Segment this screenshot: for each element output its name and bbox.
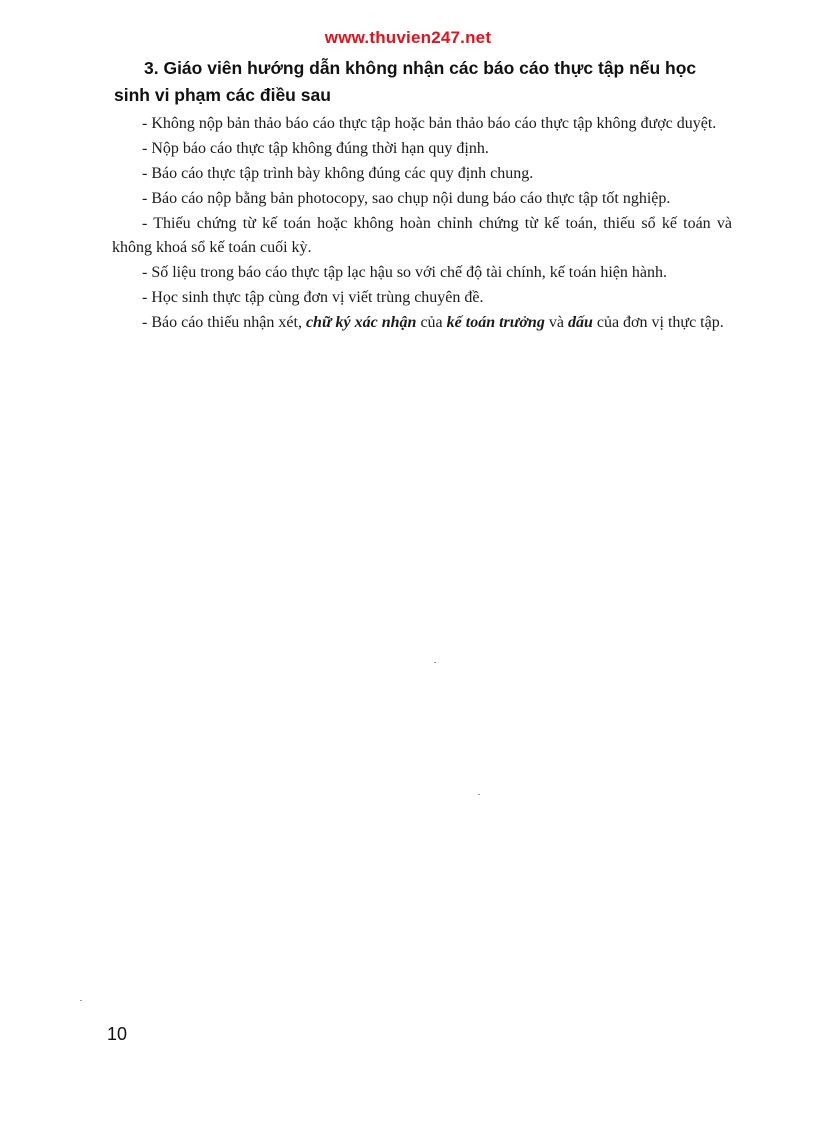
page-number: 10 <box>107 1024 128 1044</box>
emphasis-stamp: dấu <box>567 314 593 332</box>
section-body <box>112 112 732 336</box>
emphasis-signature: chữ ký xác nhận <box>305 314 417 332</box>
list-item: - Báo cáo nộp bằng bản photocopy, sao chụp nội dung báo cáo thực tập tốt nghiệp. <box>142 190 671 208</box>
last-item-text-4: của đơn vị thực tập. <box>592 314 724 332</box>
section-heading: 3. Giáo viên hướng dẫn không nhận các báo cáo thực tập nếu học sinh vi phạm các điều sau <box>114 58 697 105</box>
last-item-text-2: của <box>416 314 447 332</box>
list-item: - Số liệu trong báo cáo thực tập lạc hậu so với chế độ tài chính, kế toán hiện hành. <box>142 264 667 282</box>
list-item-last <box>112 311 732 335</box>
list-item: - Không nộp bản thảo báo cáo thực tập hoặc bản thảo báo cáo thực tập không được duyệt. <box>142 115 717 132</box>
list-item: - Học sinh thực tập cùng đơn vị viết trùng chuyên đề. <box>142 289 484 307</box>
scan-speck <box>80 1000 82 1001</box>
watermark-url[interactable]: www.thuvien247.net <box>324 28 492 47</box>
list-item: - Thiếu chứng từ kế toán hoặc không hoàn chỉnh chứng từ kế toán, thiếu sổ kế toán và không khoá sổ kế toán cuối kỳ. <box>112 215 732 256</box>
emphasis-chief-accountant: kế toán trưởng <box>446 314 545 332</box>
scan-speck <box>434 662 436 663</box>
list-item: - Báo cáo thực tập trình bày không đúng các quy định chung. <box>142 165 534 183</box>
last-item-text-3: và <box>544 314 568 332</box>
list-item: - Nộp báo cáo thực tập không đúng thời hạn quy định. <box>142 140 489 158</box>
scan-speck <box>478 794 480 795</box>
last-item-text-1: - Báo cáo thiếu nhận xét, <box>142 314 306 332</box>
